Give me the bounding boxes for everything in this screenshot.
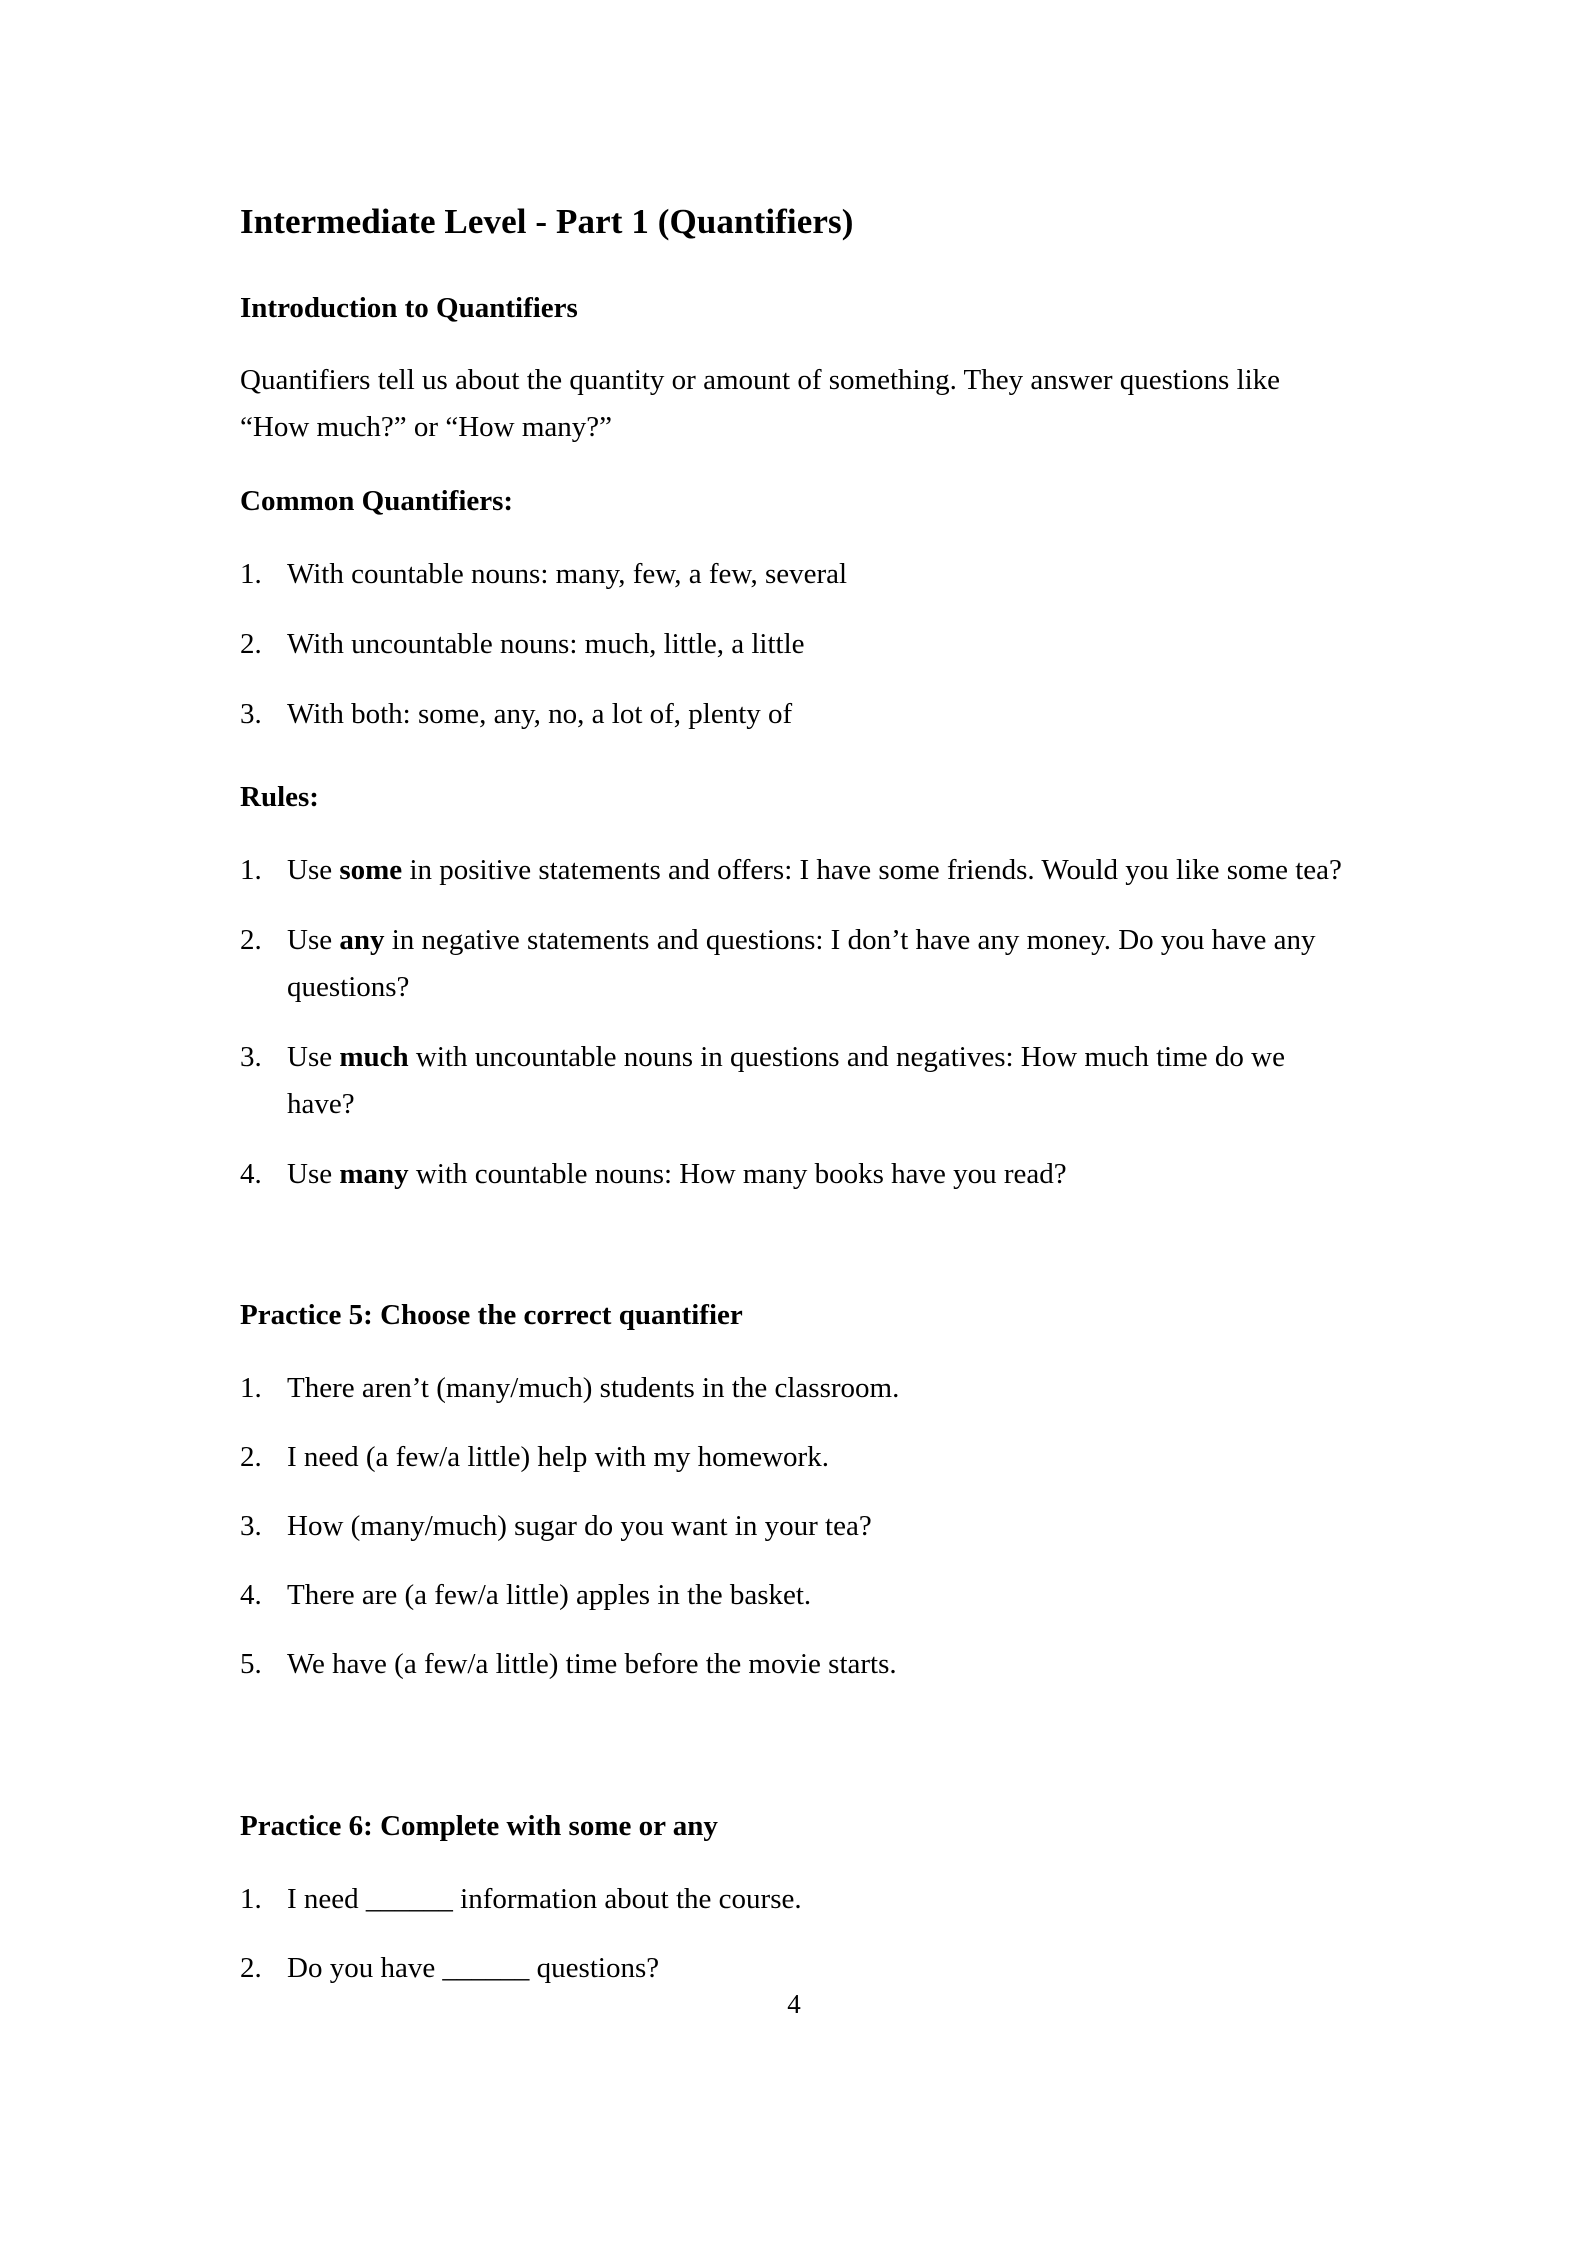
page-number: 4	[787, 1989, 801, 2019]
heading-practice-5: Practice 5: Choose the correct quantifier	[240, 1299, 743, 1332]
list-item-number: 4.	[240, 1157, 262, 1190]
list-item-text: There are (a few/a little) apples in the basket.	[287, 1579, 812, 1612]
list-item-number: 4.	[240, 1579, 262, 1612]
list-item	[240, 917, 1355, 1011]
rule-text-pre: Use	[287, 923, 340, 956]
list-item	[240, 1151, 1355, 1198]
list-item-number: 2.	[240, 923, 262, 956]
list-item-number: 2.	[240, 1951, 262, 1984]
list-item-text: With uncountable nouns: much, little, a little	[287, 628, 805, 661]
list-item-text: How (many/much) sugar do you want in your tea?	[287, 1510, 872, 1543]
list-item	[240, 1876, 1355, 1923]
page-title: Intermediate Level - Part 1 (Quantifiers)	[240, 202, 854, 241]
list-item	[240, 1641, 1355, 1688]
rule-text-pre: Use	[287, 1040, 340, 1073]
rules-list	[240, 847, 1355, 1198]
list-item-number: 3.	[240, 698, 262, 730]
heading-practice-6: Practice 6: Complete with some or any	[240, 1810, 718, 1842]
list-item-number: 5.	[240, 1648, 262, 1681]
list-item-number: 1.	[240, 1372, 262, 1405]
rule-text-post: with countable nouns: How many books have you read?	[408, 1157, 1067, 1190]
list-item-number: 1.	[240, 558, 262, 591]
heading-introduction-to-quantifiers: Introduction to Quantifiers	[240, 291, 578, 324]
rule-text-post: in negative statements and questions: I don’t have any money. Do you have any questions?	[287, 923, 1316, 1003]
list-item-text: With both: some, any, no, a lot of, plenty of	[287, 698, 793, 730]
list-item-number: 2.	[240, 628, 262, 661]
list-item-number: 3.	[240, 1040, 262, 1073]
list-item-number: 1.	[240, 1882, 262, 1915]
list-item	[240, 691, 1355, 738]
rule-keyword: many	[339, 1157, 409, 1190]
heading-common-quantifiers: Common Quantifiers:	[240, 485, 514, 518]
list-item	[240, 1572, 1355, 1619]
intro-paragraph: Quantifiers tell us about the quantity or amount of something. They answer questions like “How much?” or “How many?”	[240, 364, 1281, 444]
rule-text-post: with uncountable nouns in questions and negatives: How much time do we have?	[287, 1040, 1285, 1120]
list-item	[240, 1503, 1355, 1550]
spacer	[240, 1710, 1355, 1808]
list-item-text	[287, 917, 1355, 1011]
document-body	[240, 200, 1355, 2014]
rule-text-post: in positive statements and offers: I have some friends. Would you like some tea?	[402, 853, 1342, 886]
list-item-text	[287, 1034, 1355, 1128]
rule-text-pre: Use	[287, 1157, 340, 1190]
list-item	[240, 621, 1355, 668]
list-item-text: Do you have ______ questions?	[287, 1951, 660, 1984]
heading-rules: Rules:	[240, 780, 319, 813]
spacer	[240, 738, 1355, 779]
rule-keyword: any	[339, 923, 385, 956]
spacer	[240, 1197, 1355, 1297]
list-item-text: I need ______ information about the course.	[287, 1882, 802, 1915]
list-item-number: 3.	[240, 1510, 262, 1543]
list-item-text	[287, 847, 1355, 894]
list-item	[240, 1034, 1355, 1128]
list-item-text: I need (a few/a little) help with my homework.	[287, 1441, 829, 1474]
list-item	[240, 847, 1355, 894]
list-item-text: With countable nouns: many, few, a few, several	[287, 558, 848, 591]
list-item-text: There aren’t (many/much) students in the classroom.	[287, 1372, 900, 1405]
list-item-number: 1.	[240, 853, 262, 886]
common-quantifiers-list	[240, 551, 1355, 738]
practice-5-list	[240, 1365, 1355, 1688]
rule-keyword: some	[339, 853, 403, 886]
practice-6-list	[240, 1876, 1355, 1992]
list-item	[240, 1945, 1355, 1992]
list-item	[240, 1365, 1355, 1412]
rule-text-pre: Use	[287, 853, 340, 886]
list-item	[240, 551, 1355, 598]
list-item	[240, 1434, 1355, 1481]
list-item-text	[287, 1151, 1355, 1198]
rule-keyword: much	[339, 1040, 409, 1073]
list-item-text: We have (a few/a little) time before the movie starts.	[287, 1648, 897, 1681]
list-item-number: 2.	[240, 1441, 262, 1474]
